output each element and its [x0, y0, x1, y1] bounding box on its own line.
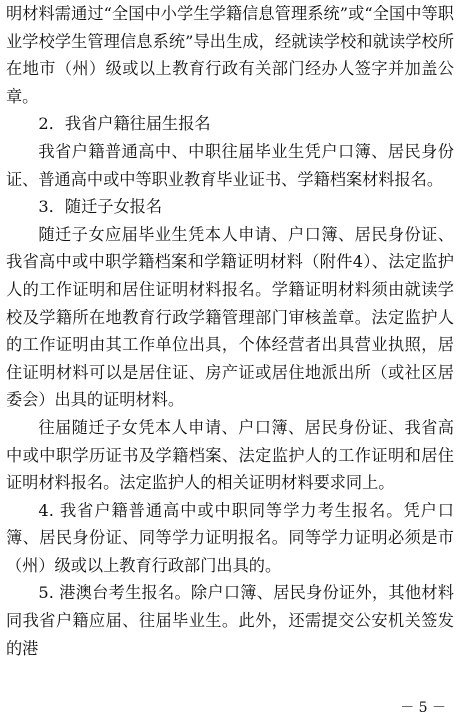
page-number: － 5 － [400, 700, 446, 716]
paragraph-migrant-current: 随迁子女应届毕业生凭本人申请、户口簿、居民身份证、我省高中或中职学籍档案和学籍证明材料（附件4）、法定监护人的工作证明和居住证明材料报名。学籍证明材料须由就读学校及学籍所在地教育行政学籍管理部门审核盖章。法定监护人的工作证明由其工作单位出具，个体经营者出具营业执照，居住证明材料可以是居住证、房产证或居住地派出所（或社区居委会）出具的证明材料。 [6, 224, 454, 410]
paragraph-local-repeat-students: 我省户籍普通高中、中职往届毕业生凭户口簿、居民身份证、普通高中或中等职业教育毕业证书、学籍档案材料报名。 [6, 141, 454, 189]
paragraph-hk-macao-taiwan: 5. 港澳台考生报名。除户口簿、居民身份证外，其他材料同我省户籍应届、往届毕业生。此外，还需提交公安机关签发的港 [6, 583, 454, 658]
document-body [6, 0, 454, 662]
paragraph-continued: 明材料需通过“全国中小学生学籍信息管理系统”或“全国中等职业学校学生管理信息系统”导出生成，经就读学校和就读学校所在地市（州）级或以上教育行政有关部门经办人签字并加盖公章。 [6, 4, 454, 106]
heading-local-repeat-students: 2．我省户籍往届生报名 [38, 114, 211, 134]
heading-migrant-children: 3．随迁子女报名 [38, 197, 163, 217]
paragraph-equivalent-candidates: 4. 我省户籍普通高中或中职同等学力考生报名。凭户口簿、居民身份证、同等学力证明报名。同等学力证明必须是市（州）级或以上教育行政部门出具的。 [6, 500, 454, 575]
paragraph-migrant-previous: 往届随迁子女凭本人申请、户口簿、居民身份证、我省高中或中职学历证书及学籍档案、法定监护人的工作证明和居住证明材料报名。法定监护人的相关证明材料要求同上。 [6, 417, 454, 493]
